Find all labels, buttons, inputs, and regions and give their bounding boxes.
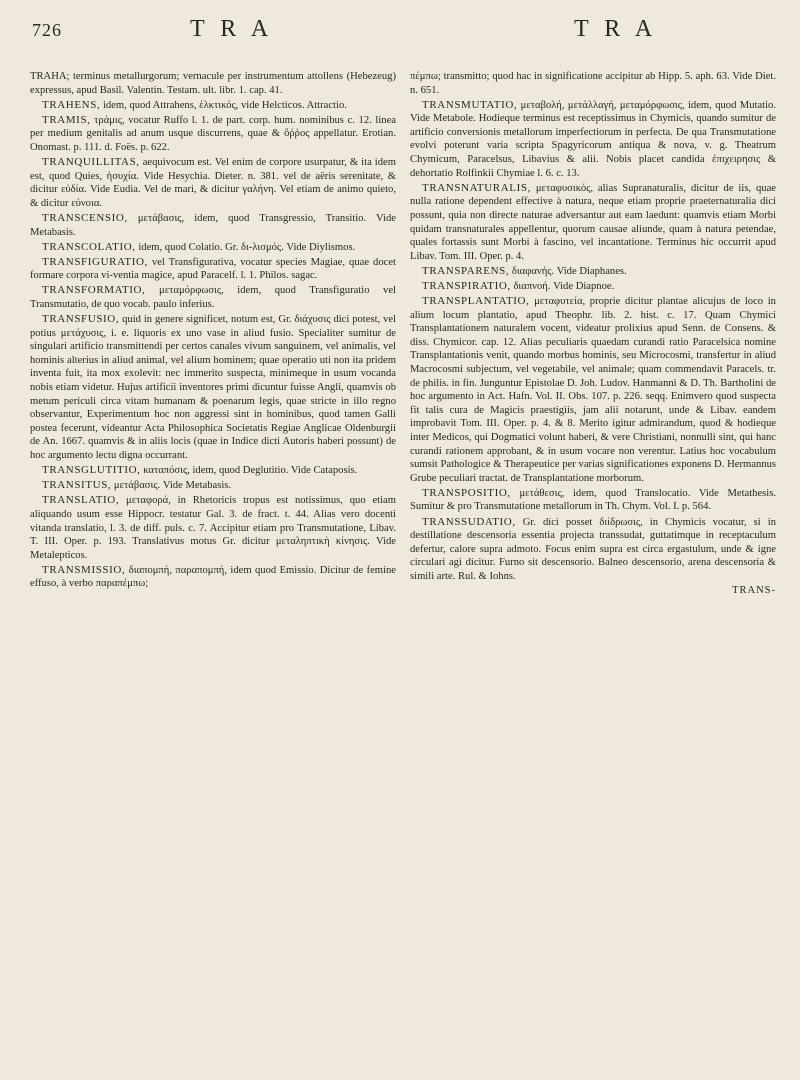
entry-headword: TRAMIS, xyxy=(42,113,91,126)
entry-headword: TRANSITUS, xyxy=(42,479,112,492)
dictionary-entry xyxy=(410,295,776,485)
entry-headword: TRAHENS, xyxy=(42,98,101,111)
entry-headword: TRANSPARENS, xyxy=(422,264,510,277)
text-columns xyxy=(30,70,776,1070)
right-column xyxy=(410,70,776,1070)
dictionary-entry xyxy=(410,265,776,279)
dictionary-entry xyxy=(30,464,396,478)
entry-text: idem, quod Attrahens, ἑλκτικός, vide Helcticos. Attractio. xyxy=(102,99,347,111)
dictionary-entry xyxy=(410,487,776,514)
entry-headword: TRANSCENSIO, xyxy=(42,211,128,224)
entry-headword: TRANSLATIO, xyxy=(42,494,120,507)
dictionary-entry xyxy=(410,516,776,584)
entry-headword: TRANSNATURALIS, xyxy=(422,181,531,194)
dictionary-entry xyxy=(410,99,776,181)
entry-text: aequivocum est. Vel enim de corpore usurpatur, & ita idem est, quod Quies, ἡσυχία. Vide Hesychia. Dieter. n. 381. vel de aëris serenitate, & dicitur εὐδία. Vide Eudia. Vel de mari, & dicitur γαλήνη. Vel etiam de animo quieto, & dicitur εὐνοια. xyxy=(30,157,396,209)
entry-text: μεταβολή, μετάλλαγή, μεταμόρφωσις, idem, quod Mutatio. Vide Metabole. Hodieque terminus est receptissimus in Chymicis, quando sumitur de artificio conversionis metallorum imperfectiorum in perfecta. De qua Transmutatione evolvi poterunt varia scripta Spagyricorum antiqua & nova, v. g. Theatrum Chymicum, Paracelsus, Libavius & alii. Nobis placet candida ἐπιχειρησις & dehortatio Rolfinkii Chymiae l. 6. c. 13. xyxy=(410,99,776,179)
dictionary-entry xyxy=(30,114,396,155)
entry-text: καταπόσις, idem, quod Deglutitio. Vide Cataposis. xyxy=(143,465,358,477)
running-head-right: T R A xyxy=(574,16,658,42)
dictionary-entry xyxy=(30,284,396,311)
entry-text: μεταφυσικός, alias Supranaturalis, dicitur de iis, quae nulla ratione dependent effective à natura, neque etiam proprie praeternaturalia dici possunt, quia non directe naturae adversantur aut eam laedunt: quamvis etiam Morbi quidam transnaturales appellentur, quorum causae aliunde, quam à natura petendae, quales fortassis sunt Morbi à fascino, vel incantatione. Terminus hic occurrit apud Libav. Tom. III. Oper. p. 4. xyxy=(410,182,776,262)
entry-text: διαπνοή. Vide Diapnoe. xyxy=(513,280,615,292)
entry-text: TRAHA; terminus metallurgorum; vernacule per instrumentum attollens (Hebezeug) expressus, apud Basil. Valentin. Testam. ult. libr. 1. cap. 41. xyxy=(30,71,396,96)
entry-text: μετάθεσις, idem, quod Translocatio. Vide Metathesis. Sumitur & pro Transmutatione metallorum in Th. Chym. Vol. I. p. 564. xyxy=(410,487,776,513)
entry-text: μεταμόρφωσις, idem, quod Transfiguratio vel Transmutatio, de quo vocab. paulo inferius. xyxy=(30,285,396,310)
entry-headword: TRANSFIGURATIO, xyxy=(42,255,148,268)
entry-headword: TRANSPIRATIO, xyxy=(422,279,511,292)
entry-headword: TRANSPLANTATIO, xyxy=(422,295,530,307)
entry-text: μεταφορά, in Rhetoricis tropus est notissimus, quo etiam aliquando usum esse Hippocr. testatur Gal. 3. de fract. t. 44. Alias vero docenti vitanda translatio, l. 3. de diff. puls. c. 7. Accipitur etiam pro Transmutatione, Libav. T. III. Oper. p. 193. Translativus motus Gr. dicitur μεταληπτικὴ κίνησις. Vide Metalepticos. xyxy=(30,495,396,561)
left-column xyxy=(30,70,396,1070)
dictionary-entry xyxy=(30,256,396,283)
entry-headword: TRANSFUSIO, xyxy=(42,313,120,326)
page-number: 726 xyxy=(32,20,62,40)
entry-text: πέμπω; transmitto; quod hac in significatione accipitur ab Hipp. 5. aph. 63. Vide Diet. n. 651. xyxy=(410,71,776,96)
running-head-left: T R A xyxy=(190,16,274,42)
dictionary-entry xyxy=(30,70,396,97)
entry-headword: TRANSPOSITIO, xyxy=(422,486,511,499)
entry-text: τράμις, vocatur Ruffo l. 1. de part. corp. hum. nominibus c. 12. linea per medium genitalis ad anum usque discurrens, quae & ὄῤῥος appellatur. Erotian. Onomast. p. 111. d. Foës. p. 622. xyxy=(30,114,396,153)
entry-text: μετάβασις. Vide Metabasis. xyxy=(113,480,232,492)
entry-text: quid in genere significet, notum est, Gr. διάχυσις dici potest, vel potius μετάχυσις, i. e. liquoris ex uno vase in aliud fusio. Specialiter sumitur de singulari artificio transmittendi per certos canales vivum sanguinem, vel animalis, vel hominis alterius in aliud animal, vel alium hominem; quae operatio uti non ita pridem inventa fuit, ita mox exolevit: nec immerito suspecta, minimeque in usum vocanda nobis etiam videtur. Hujus artificii inventores primi dicuntur fuisse Angli, quamvis ob metum periculi circa vitam humanam & poenarum legis, quae stricte in illo regno observantur, Experimentum hoc non aggressi sint in hominibus, quod tamen Galli postea fecerunt, videantur Acta Philosophica Societatis Regiae Anglicae Oldenburgii de An. 1667. quamvis & in aliis locis (quae in Indice dicti Autoris haberi possunt) de hoc argumento lectu digna occurrant. xyxy=(30,314,396,462)
dictionary-entry xyxy=(410,70,776,97)
dictionary-entry xyxy=(30,212,396,239)
dictionary-entry xyxy=(30,564,396,591)
entry-text: Gr. dici posset διίδρωσις, in Chymicis vocatur, si in destillatione descensoria essentia projecta transsudat, guttatimque in receptaculum defertur, calore supra admoto. Focus enim supra est circa ergastulum, unde & igne circulari agi dicitur. Furno sit descensorio. Balneo descensorio, arena descensoria & simili arte. Rul. & Iohns. xyxy=(410,516,776,582)
entry-headword: TRANSMUTATIO, xyxy=(422,98,518,111)
entry-text: μετάβασις, idem, quod Transgressio, Transitio. Vide Metabasis. xyxy=(30,212,396,238)
dictionary-entry xyxy=(410,280,776,294)
dictionary-entry xyxy=(30,241,396,255)
catchword: TRANS- xyxy=(732,585,776,597)
entry-text: idem, quod Colatio. Gr. δι-λισμός. Vide Diylismos. xyxy=(138,241,356,253)
dictionary-entry xyxy=(30,479,396,493)
entry-headword: TRANSFORMATIO, xyxy=(42,284,146,297)
entry-headword: TRANSGLUTITIO, xyxy=(42,464,141,477)
entry-headword: TRANQUILLITAS, xyxy=(42,156,140,169)
entry-text: διαπομπή, παραπομπή, idem quod Emissio. Dicitur de femine effuso, à verbo παραπέμπω; xyxy=(30,564,396,590)
entry-headword: TRANSMISSIO, xyxy=(42,563,126,576)
dictionary-entry xyxy=(30,313,396,463)
entry-headword: TRANSSUDATIO, xyxy=(422,515,516,528)
dictionary-entry xyxy=(410,182,776,264)
right-column-entries xyxy=(410,70,776,583)
entry-headword: TRANSCOLATIO, xyxy=(42,240,136,253)
dictionary-entry xyxy=(30,156,396,210)
dictionary-entry xyxy=(30,494,396,562)
entry-text: μεταφυτεία, proprie dicitur plantae alicujus de loco in alium locum plantatio, apud Theophr. lib. 2. hist. c. 17. Quam Chymici Transplantationem naturalem vocent, videatur prolixius apud Senn. de Consens. & diss. Chymicor. cap. 12. Alias peculiaris quaedam curandi ratio Paracelsica nomine Transplantationis venit, quando morbus hominis, seu Microcosmi, transfertur in aliud Macrocosmi subjectum, vel vegetabile, vel animale; quam commendavit Paracels. tr. de philis. in fin. Junguntur Epistolae D. Joh. Ludov. Hanmanni & D. Th. Bartholini de hoc argumento in Act. Hafn. Vol. II. Obs. 107. p. 226. seqq. Enimvero quod suspecta fit talis cura de Magicis praestigiis, jam alii notarunt, unde & Libav. eandem improbavit Tom. III. Oper. p. 4. & 8. Merito igitur admirandum, quod & hodieque inter Medicos, qui Dogmatici volunt haberi, & vere Christiani, nonnulli sint, qui hanc curandi rationem approbant, & in usum vocare non verentur. Latius hoc vocabulum sumsit Pathologice & Therapeutice per varias significationes exponens D. Hermannus Grube peculiari tractat. de Transplantatione morborum. xyxy=(410,296,776,484)
entry-text: vel Transfigurativa, vocatur species Magiae, quae docet formare corpora vi-ventia magice, apud Paracelf. l. 1. Philos. sagac. xyxy=(30,256,396,282)
dictionary-entry xyxy=(30,99,396,113)
entry-text: διαφανής. Vide Diaphanes. xyxy=(511,265,627,277)
